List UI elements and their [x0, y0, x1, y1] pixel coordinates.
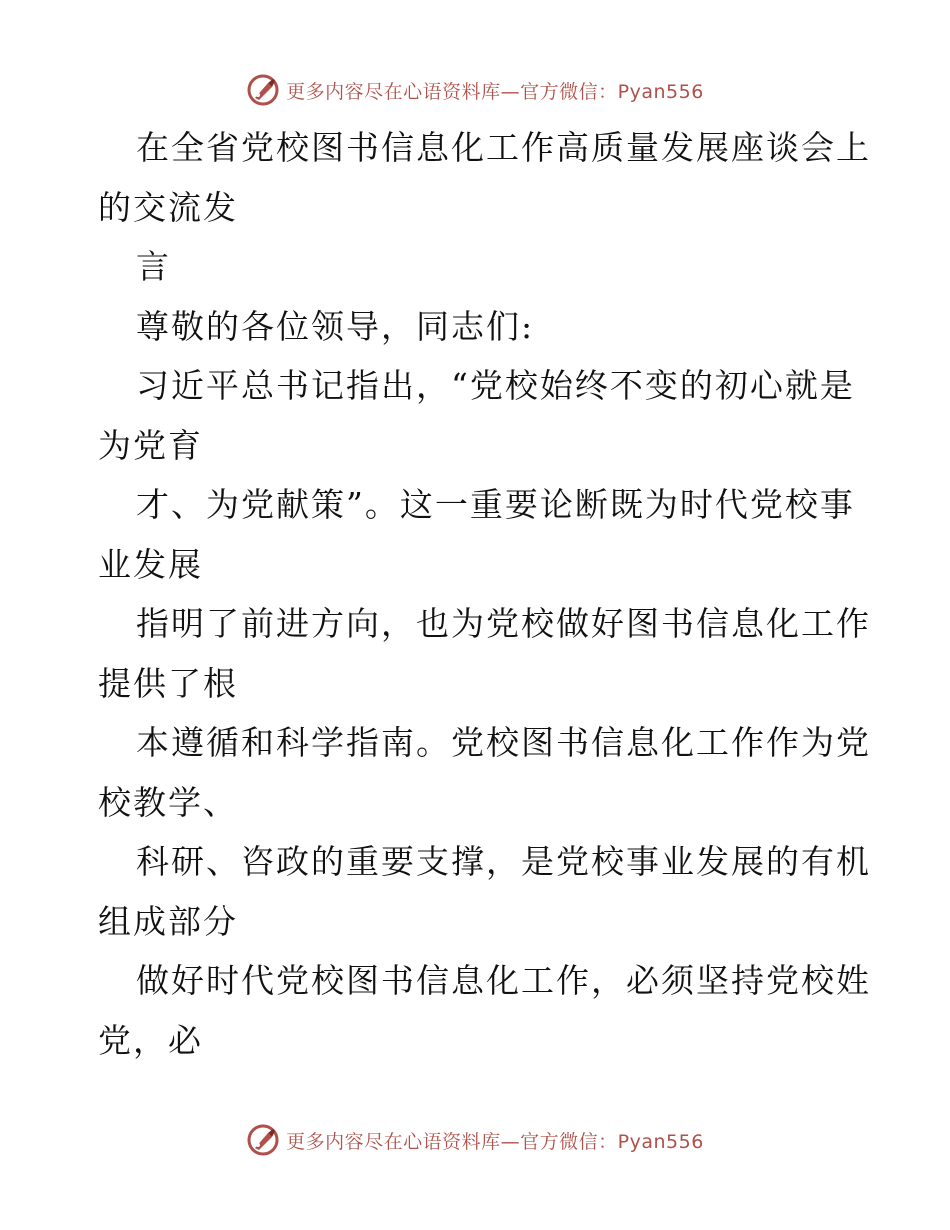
title-line-3: 言: [136, 247, 171, 286]
paragraph-line: 本遵循和科学指南。党校图书信息化工作作为党: [136, 723, 871, 762]
document-body: [98, 118, 871, 1070]
header-watermark: [0, 70, 950, 110]
paragraph-line: 组成部分: [98, 901, 238, 941]
title-line-2: 的交流发: [98, 187, 238, 227]
paragraph-line: 指明了前进方向，也为党校做好图书信息化工作: [136, 604, 871, 643]
pen-nib-logo-icon: [246, 1123, 280, 1157]
paragraph-line: 业发展: [98, 544, 203, 584]
paragraph-line: 习近平总书记指出，“党校始终不变的初心就是: [136, 366, 855, 405]
paragraph-line: 提供了根: [98, 663, 238, 703]
watermark-text: 更多内容尽在心语资料库—官方微信：Pyan556: [286, 1130, 704, 1153]
salutation: 尊敬的各位领导，同志们:: [136, 306, 535, 346]
footer-watermark: [0, 1120, 950, 1160]
paragraph-line: 科研、咨政的重要支撑，是党校事业发展的有机: [136, 842, 871, 881]
paragraph-line: 校教学、: [98, 782, 238, 822]
pen-nib-logo-icon: [246, 73, 280, 107]
paragraph-line: 党，必: [98, 1020, 203, 1060]
paragraph-line: 做好时代党校图书信息化工作，必须坚持党校姓: [136, 961, 871, 1000]
paragraph-line: 才、为党献策”。这一重要论断既为时代党校事: [136, 485, 855, 524]
paragraph-line: 为党育: [98, 425, 203, 465]
watermark-text: 更多内容尽在心语资料库—官方微信：Pyan556: [286, 80, 704, 103]
title-line-1: 在全省党校图书信息化工作高质量发展座谈会上: [136, 128, 871, 167]
